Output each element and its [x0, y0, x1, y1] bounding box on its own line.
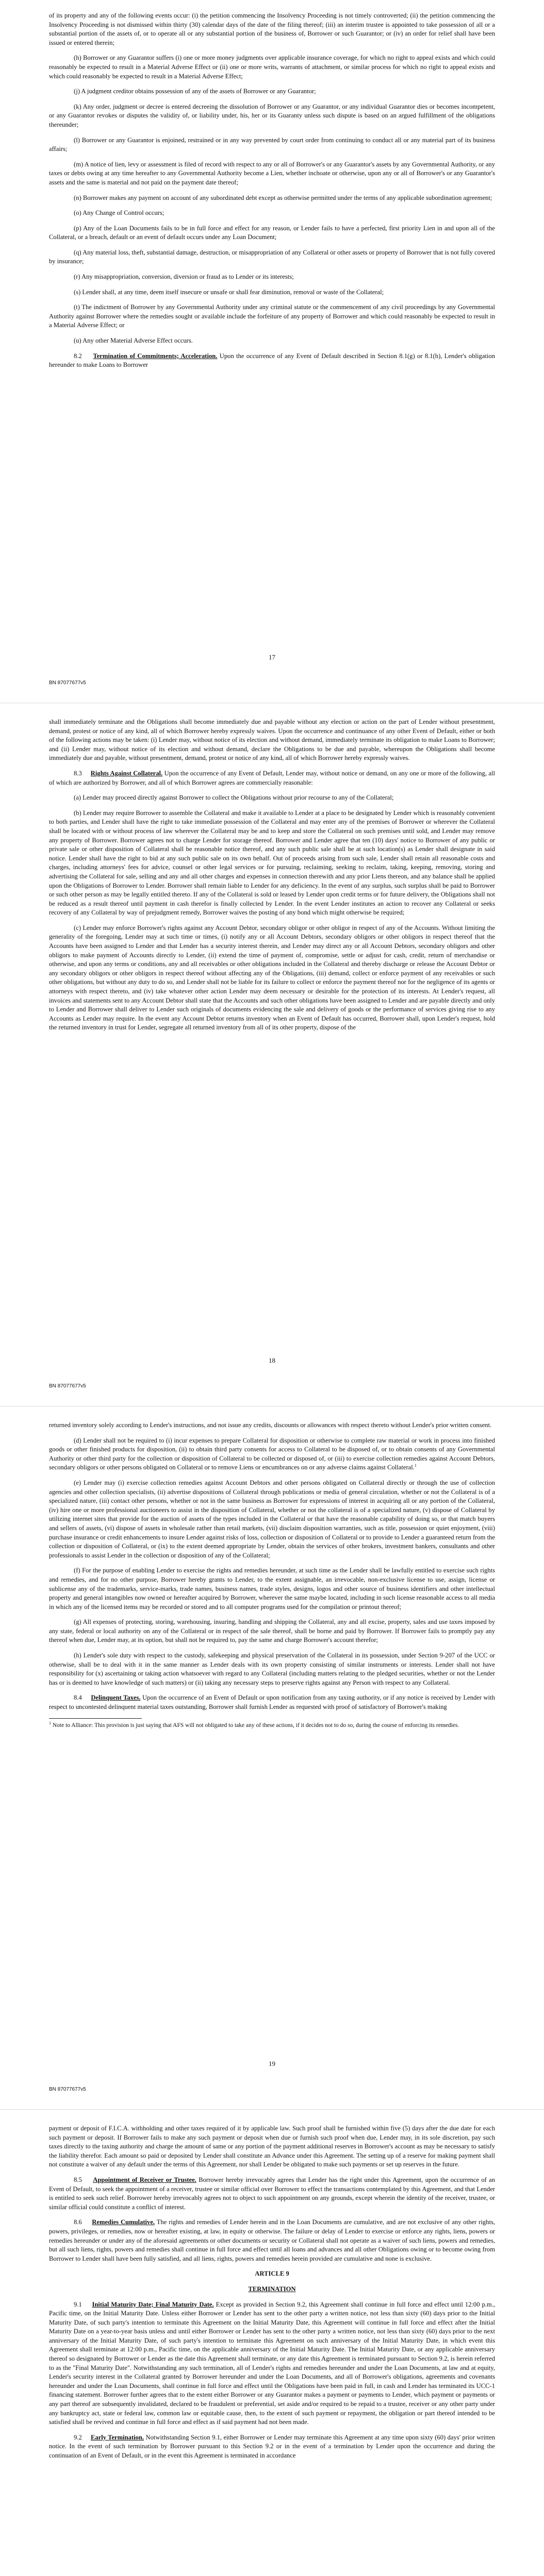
paragraph-8-3-h: (h) Lender's sole duty with respect to the custody, safekeeping and physical preservation of the Collateral in its possession, under Section 9-207 of the UCC or otherwise, shall be to deal with it in the same manner as Lender deals with its own property consisting of similar instruments or interests. Lender shall not have responsibility for (x) ascertaining or taking action whatsoever with regard to any Collateral (including matters relating to the pledged securities, whether or not the Lender has or is deemed to have knowledge of such matters) or (ii) taking any necessary steps to preserve rights against any Person with respect to any Collateral. — [49, 1652, 495, 1686]
page-number: 17 — [269, 653, 275, 661]
section-number: 8.4 — [74, 1694, 82, 1702]
paragraph-8-1-u: (u) Any other Material Adverse Effect occurs. — [74, 337, 193, 345]
paragraph-body: (d) Lender shall not be required to (i) incur expenses to prepare Collateral for disposition or otherwise to complete raw material or work in process into finished goods or other finished products for disposition, (ii) to obtain third party consents for access to Collateral to be disposed of, or to obtain consents of any Governmental Authority or other third party for the collection or disposition of Collateral to be collected or disposed of, or (iii) to exercise collection remedies against Account Debtors, secondary obligors or other persons obligated on Collateral or to remove Liens or encumbrances on or any adverse claims against Collateral. — [49, 1436, 495, 1471]
paragraph-8-1-t: (t) The indictment of Borrower by any Governmental Authority under any criminal statute or the commencement of any civil proceedings by any Governmental Authority against Borrower where the remedies sought or available include the forfeiture of any property of Borrower and which could reasonably be expected to result in a Material Adverse Effect; or — [49, 303, 495, 329]
paragraph-8-1-q: (q) Any material loss, theft, substantial damage, destruction, or misappropriation of any Collateral or other assets or property of Borrower that is not fully covered by insurance; — [49, 248, 495, 265]
page-number: 19 — [269, 2060, 275, 2067]
paragraph-8-3-d — [49, 1436, 495, 1472]
paragraph-8-1-m: (m) A notice of lien, levy or assessment is filed of record with respect to any or all of Borrower's or any Guarantor's assets by any Governmental Authority, or any taxes or debts owing at any time hereafter to any Governmental Authority become a Lien, whether inchoate or otherwise, upon any or all of Borrower's or any Guarantor's assets and the same is material and not paid on the payment date thereof; — [49, 160, 495, 186]
paragraph-8-1-h: (h) Borrower or any Guarantor suffers (i) one or more money judgments over applicable insurance coverage, for which no right to appeal exists and which could reasonably be expected to result in a Material Adverse Effect or (ii) one or more writs, warrants of attachment, or similar process for which no right to appeal exists and which could reasonably be expected to result in a Material Adverse Effect; — [49, 54, 495, 80]
article-title — [49, 2285, 495, 2294]
section-body: Upon the occurrence of any Event of Default, Lender may, without notice or demand, on any one or more of the following, all of which are authorized by Borrower, and all of which Borrower agrees are commercially reasonable: — [49, 769, 495, 786]
paragraph-8-1-g-continued: of its property and any of the following events occur: (i) the petition commencing the Insolvency Proceeding is not timely controverted; (ii) the petition commencing the Insolvency Proceeding is not dismissed within thirty (30) calendar days of the date of the filing thereof; (iii) an interim trustee is appointed to take possession of all or a substantial portion of the assets of, or to operate all or any substantial portion of the business of, Borrower or such Guarantor; or (iv) an order for relief shall have been issued or entered therein; — [49, 12, 495, 46]
section-number: 9.1 — [74, 2300, 82, 2308]
section-9-2 — [49, 2433, 495, 2461]
section-8-2 — [49, 352, 495, 370]
paragraph-8-3-a: (a) Lender may proceed directly against Borrower to collect the Obligations without prior recourse to any of the Collateral; — [74, 794, 394, 802]
section-heading: Remedies Cumulative. — [92, 2218, 155, 2226]
paragraph-8-2-continued: shall immediately terminate and the Obligations shall become immediately due and payable without any election or action on the part of Lender without presentment, demand, protest or notice of any kind, all of which Borrower hereby expressly waives. Upon the occurrence and continuance of any other Event of Default, either or both of the following actions may be taken: (i) Lender may, without notice of its election and without demand, immediately terminate its obligation to make Loans to Borrower; and (ii) Lender may, without notice of its election and without demand, declare the Obligations to be due and payable, whereupon the Obligations shall become immediately due and payable, without presentment, demand, protest or notice of any kind, all of which Borrower hereby expressly waives. — [49, 718, 495, 762]
section-body: The rights and remedies of Lender herein and in the Loan Documents are cumulative, and are not exclusive of any other rights, powers, privileges, or remedies, now or hereafter existing, at law, in equity or otherwise. The failure or delay of Lender to exercise or enforce any rights, liens, powers or remedies hereunder or under any of the aforesaid agreements or other documents or security or Collateral shall not operate as a waiver of such liens, powers and remedies, but all such liens, rights, powers and remedies shall continue in full force and effect until all loans and advances and all other Obligations owing or to become owing from Borrower to Lender shall have been fully satisfied, and all liens, rights, powers and remedies herein provided are cumulative and none is exclusive. — [49, 2218, 496, 2262]
document-reference: BN 87077677v5 — [49, 680, 86, 686]
paragraph-8-1-r: (r) Any misappropriation, conversion, diversion or fraud as to Lender or its interests; — [74, 273, 294, 281]
article-number: ARTICLE 9 — [255, 2270, 289, 2278]
section-body: Borrower hereby irrevocably agrees that Lender has the right under this Agreement, upon the occurrence of an Event of Default, to seek the appointment of a receiver, trustee or similar official over Borrower to effect the transactions contemplated by this Agreement, and that Lender is entitled to seek such relief. Borrower hereby irrevocably agrees not to object to such appointment on any grounds, except wherein the identity of the receiver, trustee, or similar official could constitute a conflict of interest. — [49, 2176, 495, 2211]
section-number: 9.2 — [74, 2433, 82, 2441]
section-body: Notwithstanding Section 9.1, either Borrower or Lender may terminate this Agreement at any time upon sixty (60) days' prior written notice. In the event of such termination by Borrower pursuant to this Section 9.2 or in the event of a termination by Lender upon the occurrence and during the continuation of an Event of Default, or in the event this Agreement is terminated in accordance — [49, 2433, 496, 2459]
page-number: 18 — [269, 1357, 275, 1364]
section-number: 8.5 — [74, 2176, 82, 2183]
section-heading: Early Termination. — [90, 2433, 144, 2441]
document-reference: BN 87077677v5 — [49, 2087, 86, 2092]
document-page-20 — [0, 2110, 544, 2576]
section-heading: Initial Maturity Date; Final Maturity Date. — [92, 2300, 214, 2308]
article-title-text: TERMINATION — [248, 2285, 296, 2293]
section-heading: Delinquent Taxes. — [91, 1694, 141, 1702]
footnote — [49, 1722, 495, 1730]
paragraph-8-3-e: (e) Lender may (i) exercise collection remedies against Account Debtors and other persons obligated on Collateral directly or through the use of collection agencies and other collection specialists, (ii) advertise dispositions of Collateral through publications or media of general circulation, whether or not the Collateral is of a specialized nature, (iii) contact other persons, whether or not in the same business as Borrower for expressions of interest in acquiring all or any portion of the Collateral, (iv) hire one or more professional auctioneers to assist in the disposition of Collateral, whether or not the collateral is of a specialized nature, (v) dispose of Collateral by utilizing internet sites that provide for the auction of assets of the types included in the Collateral or that have the reasonable capability of doing so, or that match buyers and sellers of assets, (vi) dispose of assets in wholesale rather than retail markets, (vii) disclaim disposition warranties, such as title, possession or quiet enjoyment, (viii) purchase insurance or credit enhancements to insure Lender against risks of loss, collection or disposition of Collateral or to provide to Lender a guaranteed return from the collection or disposition of Collateral, or (ix) to the extent deemed appropriate by Lender, obtain the services of other brokers, investment bankers, consultants and other professionals to assist Lender in the collection or disposition of any of the Collateral; — [49, 1479, 495, 1559]
section-8-3 — [49, 769, 495, 787]
section-heading: Appointment of Receiver or Trustee. — [93, 2176, 196, 2183]
paragraph-8-1-n: (n) Borrower makes any payment on account of any subordinated debt except as otherwise permitted under the terms of any applicable subordination agreement; — [74, 194, 492, 201]
paragraph-8-3-g: (g) All expenses of protecting, storing, warehousing, insuring, handling and shipping the Collateral, any and all excise, property, sales and use taxes imposed by any state, federal or local authority on any of the Collateral or in respect of the sale thereof, shall be borne and paid by Borrower. If Borrower fails to promptly pay any thereof when due, Lender may, at its option, but shall not be required to, pay the same and charge Borrower's account therefor; — [49, 1618, 495, 1644]
section-number: 8.6 — [74, 2218, 82, 2226]
section-number: 8.2 — [74, 352, 82, 360]
section-8-6 — [49, 2218, 495, 2263]
paragraph-8-1-p: (p) Any of the Loan Documents fails to be in full force and effect for any reason, or Lender fails to have a perfected, first priority Lien in and upon all of the Collateral, or a breach, default or an event of default occurs under any Loan Document; — [49, 224, 495, 241]
section-heading: Rights Against Collateral. — [90, 769, 163, 777]
paragraph-8-4-continued: payment or deposit of F.I.C.A. withholding and other taxes required of it by applicable law. Such proof shall be furnished within five (5) days after the due date for each such payment or deposit. If Borrower fails to make any such payment or deposit when due or furnish such proof when due, Lender may, in its sole discretion, pay such taxes directly to the taxing authority and charge the amount of same or any portion of the payment additional reserves in Borrower's account as may be necessary to satisfy the liability therefor. Each amount so paid or deposited by Lender shall constitute an Advance under this Agreement. The setting up of a reserve for making payment shall not constitute a waiver of any default under the terms of this Agreement, nor shall Lender be obligated to make such payments or set up reserves in the future. — [49, 2125, 495, 2168]
section-8-5 — [49, 2176, 495, 2212]
paragraph-8-3-b: (b) Lender may require Borrower to assemble the Collateral and make it available to Lender at a place to be designated by Lender which is reasonably convenient to both parties, and Lender shall have the right to take immediate possession of the Collateral and may enter any of the premises of Borrower or wherever the Collateral shall be located with or without process of law wherever the Collateral may be and to keep and store the Collateral on such premises until sold, and Lender may remove any property of Borrower. Borrower agrees not to charge Lender for storage thereof. Borrower and Lender agree that ten (10) days' notice to Borrower of any public or private sale or other disposition of Collateral shall be reasonable notice thereof, and any such public sale shall be at such location(s) as Lender shall designate in said notice. Lender shall have the right to bid at any such public sale on its own behalf. Out of proceeds arising from such sale, Lender shall retain all reasonable costs and charges, including attorneys' fees for advice, counsel or other legal services or for pursuing, reclaiming, seeking to reclaim, taking, keeping, removing, storing and advertising the Collateral for sale, selling and any and all other charges and expenses in connection therewith and any prior Liens thereon, and any balance shall be applied upon the Obligations of Borrower to Lender. Borrower shall remain liable to Lender for any deficiency. In the event of any surplus, such surplus shall be paid to Borrower or such other person as may be legally entitled thereto. If any of the Collateral is sold or leased by Lender upon credit terms or for future delivery, the Obligations shall not be reduced as a result thereof until payment in cash therefor is finally collected by Lender. In the event Lender institutes an action to recover any Collateral or seeks recovery of any Collateral by way of prejudgment remedy, Borrower waives the posting of any bond which might otherwise be required; — [49, 809, 495, 917]
paragraph-8-1-k: (k) Any order, judgment or decree is entered decreeing the dissolution of Borrower or any Guarantor, or any individual Guarantor dies or becomes incompetent, or any Guarantor revokes or disputes the validity of, or liability under, his, her or its Guaranty unless such dispute is based on an argued fulfillment of the obligations thereunder; — [49, 103, 495, 128]
paragraph-8-1-o: (o) Any Change of Control occurs; — [74, 209, 164, 217]
document-reference: BN 87077677v5 — [49, 1383, 86, 1389]
section-8-4 — [49, 1693, 495, 1711]
paragraph-8-3-f: (f) For the purpose of enabling Lender to exercise the rights and remedies hereunder, at such time as the Lender shall be lawfully entitled to exercise such rights and remedies, and for no other purpose, Borrower hereby grants to Lender, to the extent assignable, an irrevocable, non-exclusive license to use, assign, license or sublicense any of the trademarks, service-marks, trade names, business names, trade styles, designs, logos and other source of business identifiers and other intellectual property and general intangibles now owned or hereafter acquired by Borrower, wherever the same maybe located, including in such license reasonable access to all media in which any of the licensed items may be recorded or stored and to all computer programs used for the compilation or printout thereof; — [49, 1567, 495, 1611]
document-page-17 — [0, 0, 544, 703]
paragraph-8-1-j: (j) A judgment creditor obtains possession of any of the assets of Borrower or any Guarantor; — [74, 88, 316, 95]
footnote-number: 1 — [49, 1720, 51, 1725]
footnote-marker: 1 — [414, 1463, 417, 1468]
paragraph-8-3-c: (c) Lender may enforce Borrower's rights against any Account Debtor, secondary obligor or other obligor in respect of any of the Accounts. Without limiting the generality of the foregoing, Lender may at such time or times, (i) notify any or all Account Debtors, secondary obligors or other obligors in respect thereof that the Accounts have been assigned to Lender and that Lender has a security interest therein, and Lender may direct any or all Account Debtors, secondary obligors and other obligors to make payment of Accounts directly to Lender, (ii) extend the time of payment of, compromise, settle or adjust for cash, credit, return of merchandise or otherwise, and upon any terms or conditions, any and all receivables or other obligations included in the Collateral and thereby discharge or release the Account Debtor or any secondary obligors or other obligors in respect thereof without affecting any of the Obligations, (iii) demand, collect or enforce payment of any receivables or such other obligations, but without any duty to do so, and Lender shall not be liable for its failure to collect or enforce the payment thereof nor for the negligence of its agents or attorneys with respect thereto, and (iv) take whatever other action Lender may deem necessary or desirable for the protection of its interests. At Lender's request, all invoices and statements sent to any Account Debtor shall state that the Accounts and such other obligations have been assigned to Lender and are payable directly and only to Lender and Borrower shall deliver to Lender such originals of documents evidencing the sale and delivery of goods or the performance of services giving rise to any Accounts as Lender may require. In the event any Account Debtor returns inventory when an Event of Default has occurred, Borrower shall, upon Lender's request, hold the returned inventory in trust for Lender, segregate all returned inventory from all of its other property, dispose of the — [49, 924, 495, 1031]
footnote-text: Note to Alliance: This provision is just saying that AFS will not obligated to take any of these actions, if it decides not to do so, during the course of enforcing its remedies. — [52, 1722, 459, 1728]
paragraph-8-3-c-continued: returned inventory solely according to Lender's instructions, and not issue any credits, discounts or allowances with respect thereto without Lender's prior written consent. — [49, 1421, 492, 1429]
section-9-1 — [49, 2300, 495, 2427]
footnote-rule — [49, 1718, 142, 1719]
section-heading: Termination of Commitments; Acceleration. — [93, 352, 218, 360]
section-body: Upon the occurrence of an Event of Default or upon notification from any taxing authority, or if any notice is received by Lender with respect to uncontested delinquent material taxes outstanding, Borrower shall furnish Lender as requested with proof of satisfactory of Borrower's making — [49, 1694, 495, 1711]
section-body: Except as provided in Section 9.2, this Agreement shall continue in full force and effect until 12:00 p.m., Pacific time, on the Initial Maturity Date. Unless either Borrower or Lender has sent to the other party a written notice, not less than sixty (60) days prior to the Initial Maturity Date, of such party's intention to terminate this Agreement on the Initial Maturity Date, this Agreement will continue in full force and effect after the Initial Maturity Date on a year-to-year basis unless and until either Borrower or Lender has sent to the other party a written notice, not less than sixty (60) days prior to the next anniversary of the Initial Maturity Date, of such party's intention to terminate this Agreement on such anniversary of the Initial Maturity Date, in which event this Agreement shall terminate at 12:00 p.m., Pacific time, on the applicable anniversary of the Initial Maturity Date. The Initial Maturity Date, or any applicable anniversary thereof so designated by Borrower or Lender as the date this Agreement shall terminate, or any date this Agreement is terminated pursuant to Section 9.2, is herein referred to as the "Final Maturity Date". Notwithstanding any such termination, all of Lender's rights and remedies hereunder and under the Loan Documents, at law and at equity, Lender's security interest in the Collateral granted by Borrower hereunder and under the Loan Documents, and all of Borrower's obligations, agreements and covenants hereunder and under the Loan Documents, shall continue in full force and effect until the Obligations have been paid in full, in cash and Lender has terminated its UCC-1 financing statement. Borrower further agrees that to the extent either Borrower or any Guarantor makes a payment or payments to Lender, which payment or payments or any part thereof are subsequently invalidated, declared to be fraudulent or preferential, set aside and/or required to be repaid to a trustee, receiver or any other party under any bankruptcy act, state or federal law, common law or equitable cause, then, to the extent of such payment or repayment, the obligation or part thereof intended to be satisfied shall be revived and continue in full force and effect as if said payment had not been made. — [49, 2300, 496, 2426]
document-page-18 — [0, 703, 544, 1406]
section-body: Upon the occurrence of any Event of Default described in Section 8.1(g) or 8.1(h), Lender's obligation hereunder to make Loans to Borrower — [49, 352, 496, 369]
paragraph-8-1-s: (s) Lender shall, at any time, deem itself insecure or unsafe or shall fear diminution, removal or waste of the Collateral; — [74, 288, 384, 296]
paragraph-8-1-l: (l) Borrower or any Guarantor is enjoined, restrained or in any way prevented by court order from continuing to conduct all or any material part of its business affairs; — [49, 136, 495, 153]
document-page-19 — [0, 1406, 544, 2110]
section-number: 8.3 — [74, 769, 82, 777]
